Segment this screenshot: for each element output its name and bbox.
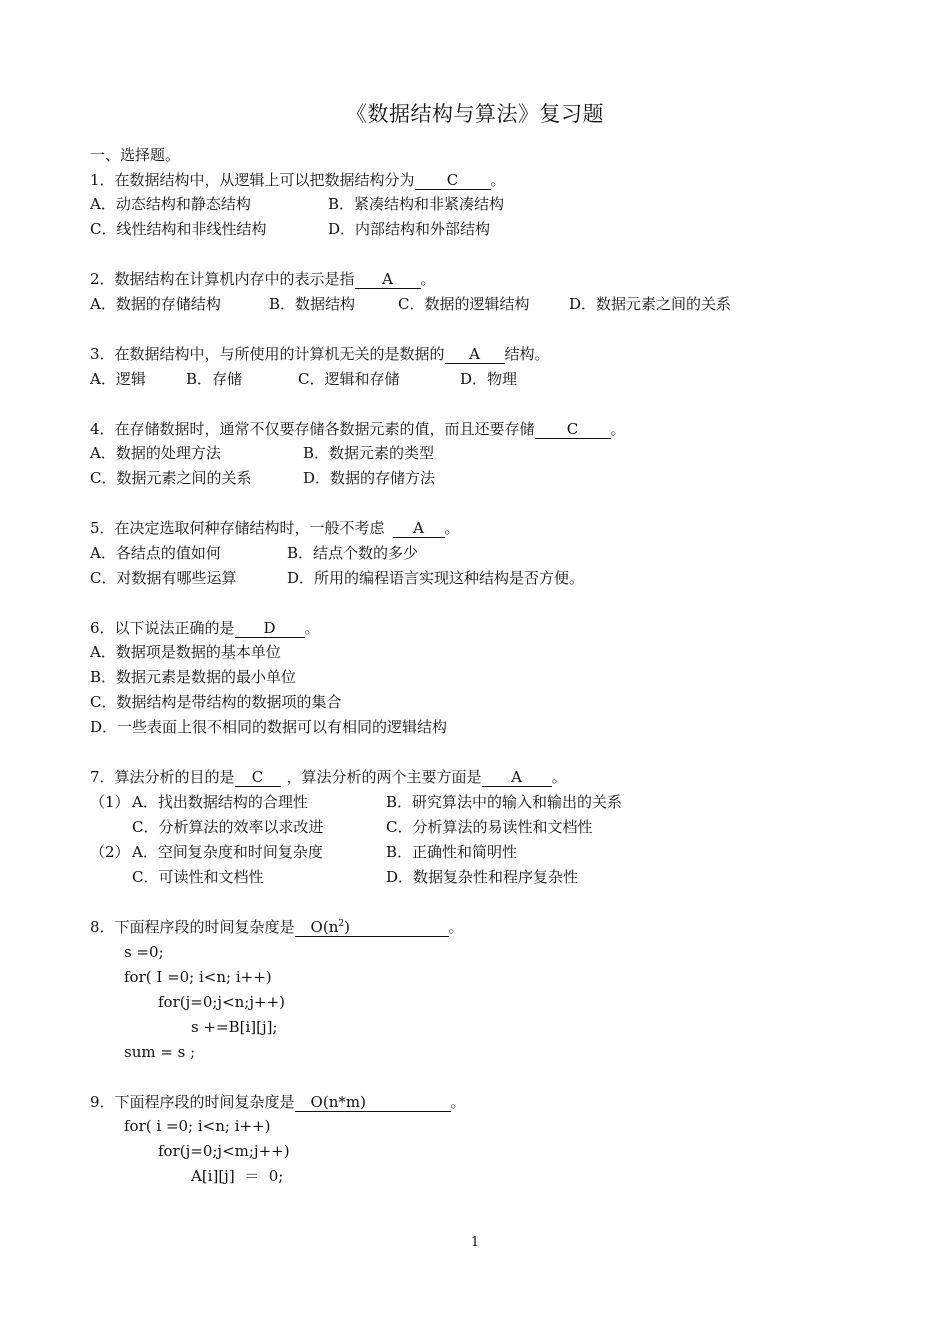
question-text: 1．在数据结构中，从逻辑上可以把数据结构分为 <box>90 171 415 189</box>
code-line: for( I =0; i<n; i++) <box>124 968 272 986</box>
question-text: 8．下面程序段的时间复杂度是 <box>90 918 295 936</box>
answer-exponent: 2 <box>338 919 345 929</box>
question-1-stem <box>90 170 506 190</box>
code-line: s =0; <box>124 943 164 961</box>
option-c: C．数据的逻辑结构 <box>398 295 530 313</box>
question-text: 。 <box>551 768 567 786</box>
part-1-label: （1） <box>90 793 130 811</box>
option-d: D．物理 <box>460 370 518 388</box>
question-4-stem <box>90 419 626 439</box>
part-2-option-a: A．空间复杂度和时间复杂度 <box>132 843 323 861</box>
question-2-stem <box>90 269 436 289</box>
answer-text: ) <box>344 918 350 936</box>
question-text: 。 <box>304 619 320 637</box>
question-text: 。 <box>450 1093 466 1111</box>
option-d: D．内部结构和外部结构 <box>328 220 491 238</box>
option-a: A．各结点的值如何 <box>90 544 221 562</box>
code-line: A[i][j] ＝ 0; <box>191 1167 284 1185</box>
option-a: A．动态结构和静态结构 <box>90 195 251 213</box>
option-c: C．对数据有哪些运算 <box>90 569 237 587</box>
section-heading: 一、选择题。 <box>90 146 181 164</box>
answer-text: O(n <box>310 918 339 936</box>
part-2-option-d: D．数据复杂性和程序复杂性 <box>386 868 579 886</box>
answer-blank <box>295 919 449 937</box>
option-c: C．数据结构是带结构的数据项的集合 <box>90 693 342 711</box>
page-number: 1 <box>470 1235 480 1250</box>
answer-blank: A <box>393 520 445 538</box>
part-1-option-b: B．研究算法中的输入和输出的关系 <box>386 793 623 811</box>
question-text: 6．以下说法正确的是 <box>90 619 235 637</box>
answer-blank: D <box>235 620 305 638</box>
page-title: 《数据结构与算法》复习题 <box>346 102 604 126</box>
part-1-option-d: C．分析算法的易读性和文档性 <box>386 818 593 836</box>
answer-blank-1: C <box>235 769 281 787</box>
option-b: B．数据元素是数据的最小单位 <box>90 668 297 686</box>
option-a: A．逻辑 <box>90 370 146 388</box>
question-text: 。 <box>420 270 436 288</box>
question-text: 4．在存储数据时，通常不仅要存储各数据元素的值，而且还要存储 <box>90 420 535 438</box>
option-d: D．所用的编程语言实现这种结构是否方便。 <box>287 569 585 587</box>
question-text: 结构。 <box>504 345 550 363</box>
part-1-option-a: A．找出数据结构的合理性 <box>132 793 308 811</box>
option-c: C．逻辑和存储 <box>298 370 400 388</box>
part-1-option-c: C．分析算法的效率以求改进 <box>132 818 324 836</box>
question-text: 3．在数据结构中，与所使用的计算机无关的是数据的 <box>90 345 445 363</box>
question-text: 。 <box>610 420 626 438</box>
option-b: B．数据元素的类型 <box>303 444 435 462</box>
question-text: 7．算法分析的目的是 <box>90 768 235 786</box>
option-b: B．数据结构 <box>269 295 356 313</box>
question-text: 。 <box>490 171 506 189</box>
answer-blank: C <box>535 421 611 439</box>
code-line: for(j=0;j<n;j++) <box>158 993 285 1011</box>
question-text: 5．在决定选取何种存储结构时，一般不考虑 <box>90 519 385 537</box>
code-line: s +=B[i][j]; <box>191 1018 278 1036</box>
question-5-stem <box>90 518 460 538</box>
question-7-stem <box>90 767 567 787</box>
question-text: 2．数据结构在计算机内存中的表示是指 <box>90 270 355 288</box>
answer-blank: C <box>415 172 491 190</box>
question-3-stem <box>90 344 550 364</box>
answer-blank: O(n*m) <box>295 1094 451 1112</box>
question-text: 。 <box>448 918 464 936</box>
answer-blank: A <box>445 346 505 364</box>
option-b: B．紧凑结构和非紧凑结构 <box>328 195 505 213</box>
answer-blank-2: A <box>482 769 552 787</box>
question-text: 9．下面程序段的时间复杂度是 <box>90 1093 295 1111</box>
question-8-stem <box>90 917 464 937</box>
part-2-option-c: C．可读性和文档性 <box>132 868 264 886</box>
code-line: for( i =0; i<n; i++) <box>124 1117 271 1135</box>
question-text: 。 <box>444 519 460 537</box>
part-2-label: （2） <box>90 843 130 861</box>
option-c: C．线性结构和非线性结构 <box>90 220 267 238</box>
option-b: B．存储 <box>186 370 243 388</box>
part-2-option-b: B．正确性和简明性 <box>386 843 518 861</box>
option-a: A．数据的存储结构 <box>90 295 221 313</box>
option-d: D．一些表面上很不相同的数据可以有相同的逻辑结构 <box>90 718 448 736</box>
option-d: D．数据的存储方法 <box>303 469 436 487</box>
code-line: for(j=0;j<m;j++) <box>158 1142 290 1160</box>
answer-blank: A <box>355 271 421 289</box>
question-text: ，算法分析的两个主要方面是 <box>286 768 482 786</box>
option-d: D．数据元素之间的关系 <box>569 295 732 313</box>
option-b: B．结点个数的多少 <box>287 544 419 562</box>
question-9-stem <box>90 1092 466 1112</box>
question-6-stem <box>90 618 320 638</box>
option-a: A．数据的处理方法 <box>90 444 221 462</box>
code-line: sum = s ; <box>124 1043 196 1061</box>
option-c: C．数据元素之间的关系 <box>90 469 252 487</box>
option-a: A．数据项是数据的基本单位 <box>90 643 281 661</box>
